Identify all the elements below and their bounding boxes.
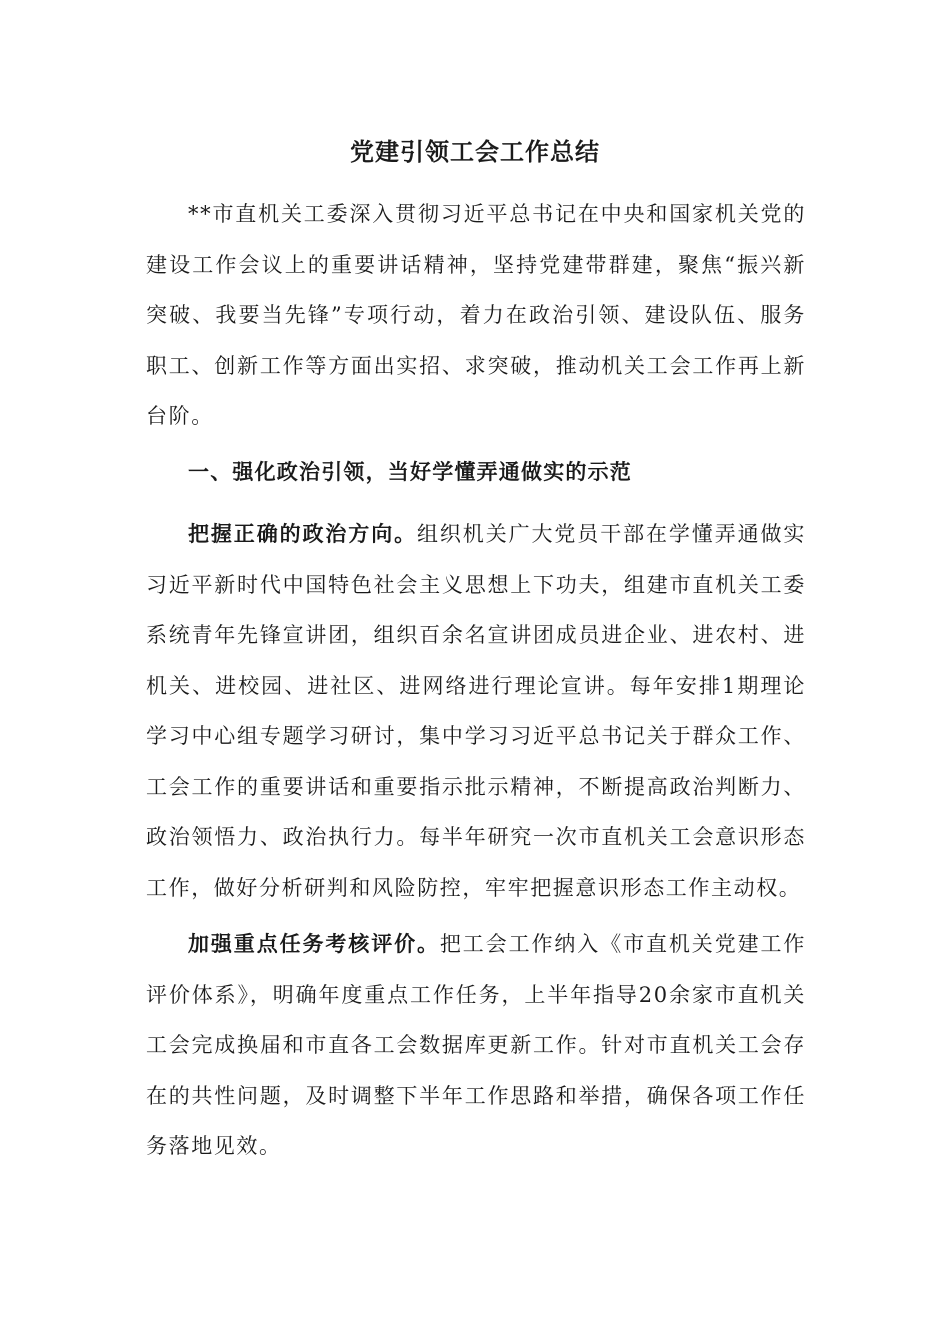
body-paragraph-political-direction bbox=[146, 509, 806, 913]
paragraph-lead: 把握正确的政治方向。 bbox=[188, 521, 417, 546]
paragraph-body: 把工会工作纳入《市直机关党建工作评价体系》，明确年度重点工作任务，上半年指导20余家市直机关工会完成换届和市直各工会数据库更新工作。针对市直机关工会存在的共性问题，及时调整下半年工作思路和举措，确保各项工作任务落地见效。 bbox=[146, 932, 806, 1158]
paragraph-body: 组织机关广大党员干部在学懂弄通做实习近平新时代中国特色社会主义思想上下功夫，组建市直机关工委系统青年先锋宣讲团，组织百余名宣讲团成员进企业、进农村、进机关、进校园、进社区、进网络进行理论宣讲。每年安排1期理论学习中心组专题学习研讨，集中学习习近平总书记关于群众工作、工会工作的重要讲话和重要指示批示精神，不断提高政治判断力、政治领悟力、政治执行力。每半年研究一次市直机关工会意识形态工作，做好分析研判和风险防控，牢牢把握意识形态工作主动权。 bbox=[146, 522, 806, 900]
section-heading: 一、强化政治引领，当好学懂弄通做实的示范 bbox=[188, 459, 632, 484]
document-title: 党建引领工会工作总结 bbox=[350, 137, 600, 166]
paragraph-lead: 加强重点任务考核评价。 bbox=[188, 931, 440, 956]
intro-paragraph: **市直机关工委深入贯彻习近平总书记在中央和国家机关党的建设工作会议上的重要讲话精神，坚持党建带群建，聚焦“振兴新突破、我要当先锋”专项行动，着力在政治引领、建设队伍、服务职工、创新工作等方面出实招、求突破，推动机关工会工作再上新台阶。 bbox=[146, 202, 806, 428]
body-paragraph-assessment bbox=[146, 919, 806, 1172]
